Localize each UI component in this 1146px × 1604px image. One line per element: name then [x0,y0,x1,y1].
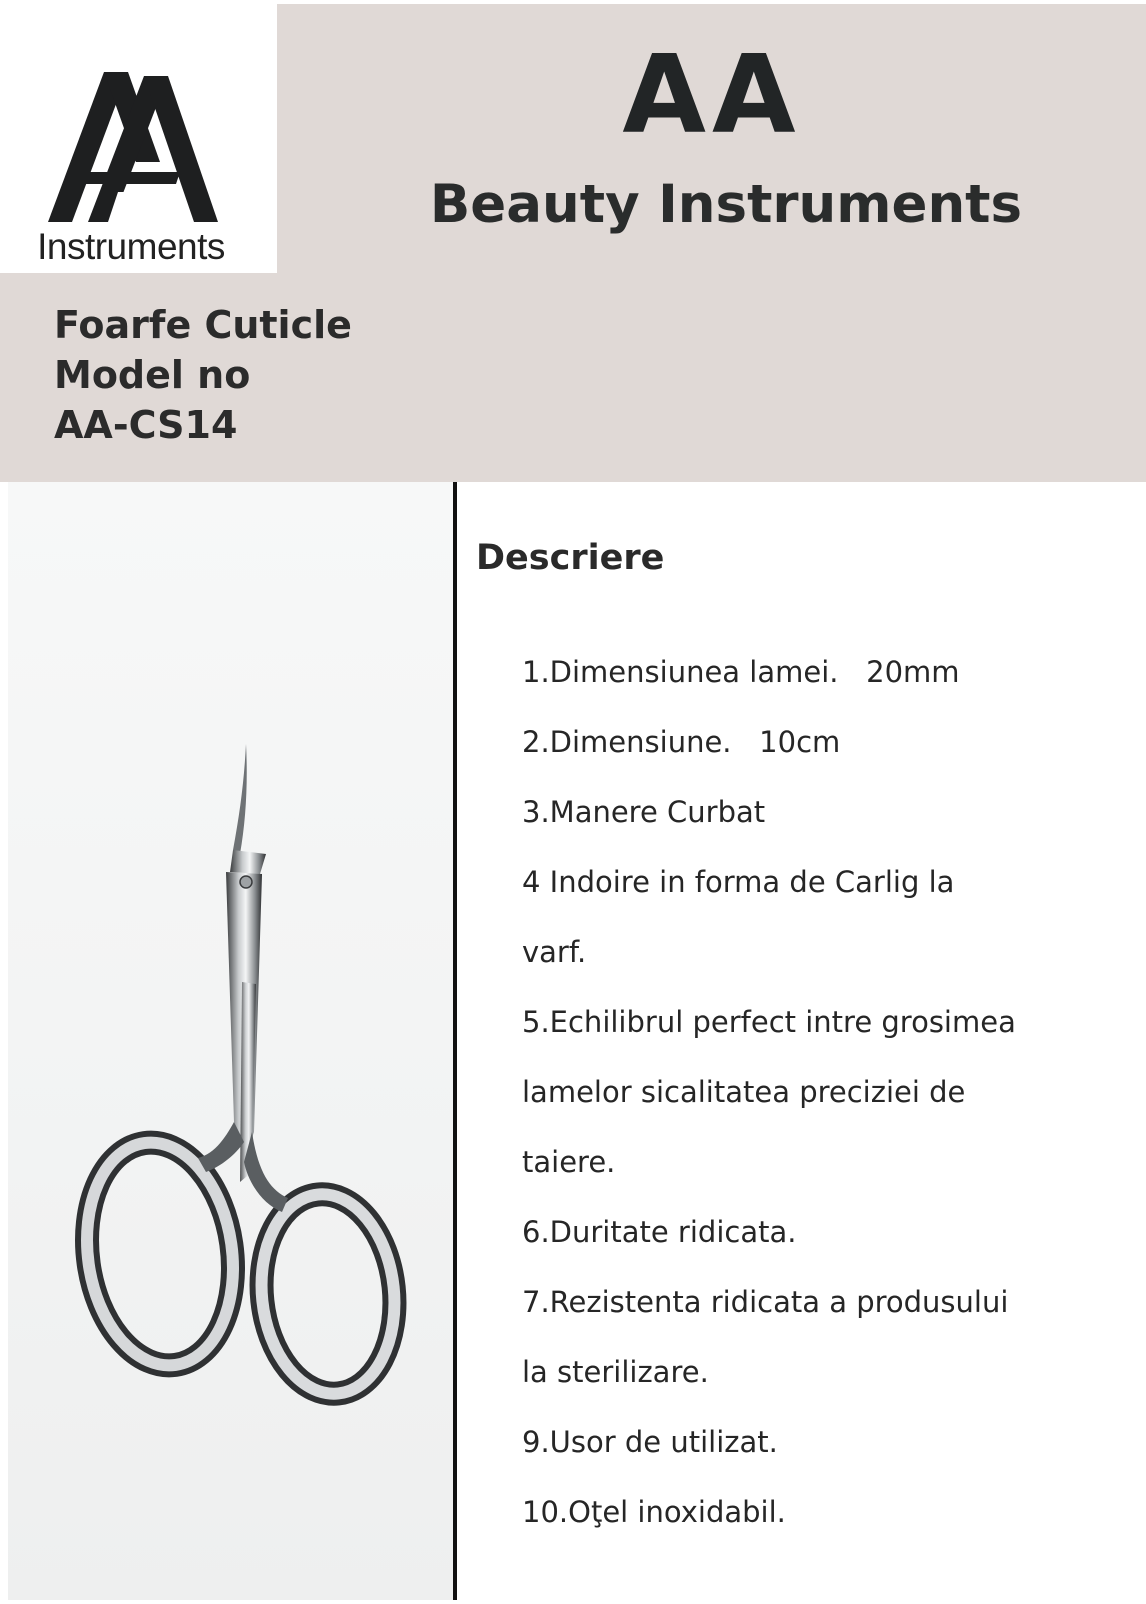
product-name: Foarfe Cuticle [54,303,352,347]
spec-list [522,637,1016,1547]
list-item: taiere. [522,1145,616,1179]
list-item: 7.Rezistenta ridicata a produsului [522,1285,1009,1319]
list-item: 2.Dimensiune. 10cm [522,725,841,759]
list-item: varf. [522,935,587,969]
list-item: 6.Duritate ridicata. [522,1215,797,1249]
model-number: AA-CS14 [54,403,238,447]
list-item: 10.Oţel inoxidabil. [522,1495,786,1529]
aa-monogram-logo-icon [48,72,218,222]
list-item: lamelor sicalitatea preciziei de [522,1075,966,1109]
list-item: 4 Indoire in forma de Carlig la [522,865,955,899]
product-photo [8,482,453,1600]
logo-text: Instruments [37,226,225,267]
product-title [54,300,352,450]
vertical-divider [453,482,457,1600]
model-label: Model no [54,353,251,397]
description-title: Descriere [476,538,665,578]
cuticle-scissors-icon [8,482,453,1600]
list-item: 5.Echilibrul perfect intre grosimea [522,1005,1016,1039]
brand-tagline: Beauty Instruments [429,174,1023,235]
list-item: 3.Manere Curbat [522,795,766,829]
list-item: 9.Usor de utilizat. [522,1425,778,1459]
list-item: 1.Dimensiunea lamei. 20mm [522,655,960,689]
list-item: la sterilizare. [522,1355,709,1389]
brand-title: AA [622,33,802,158]
logo [0,4,277,273]
